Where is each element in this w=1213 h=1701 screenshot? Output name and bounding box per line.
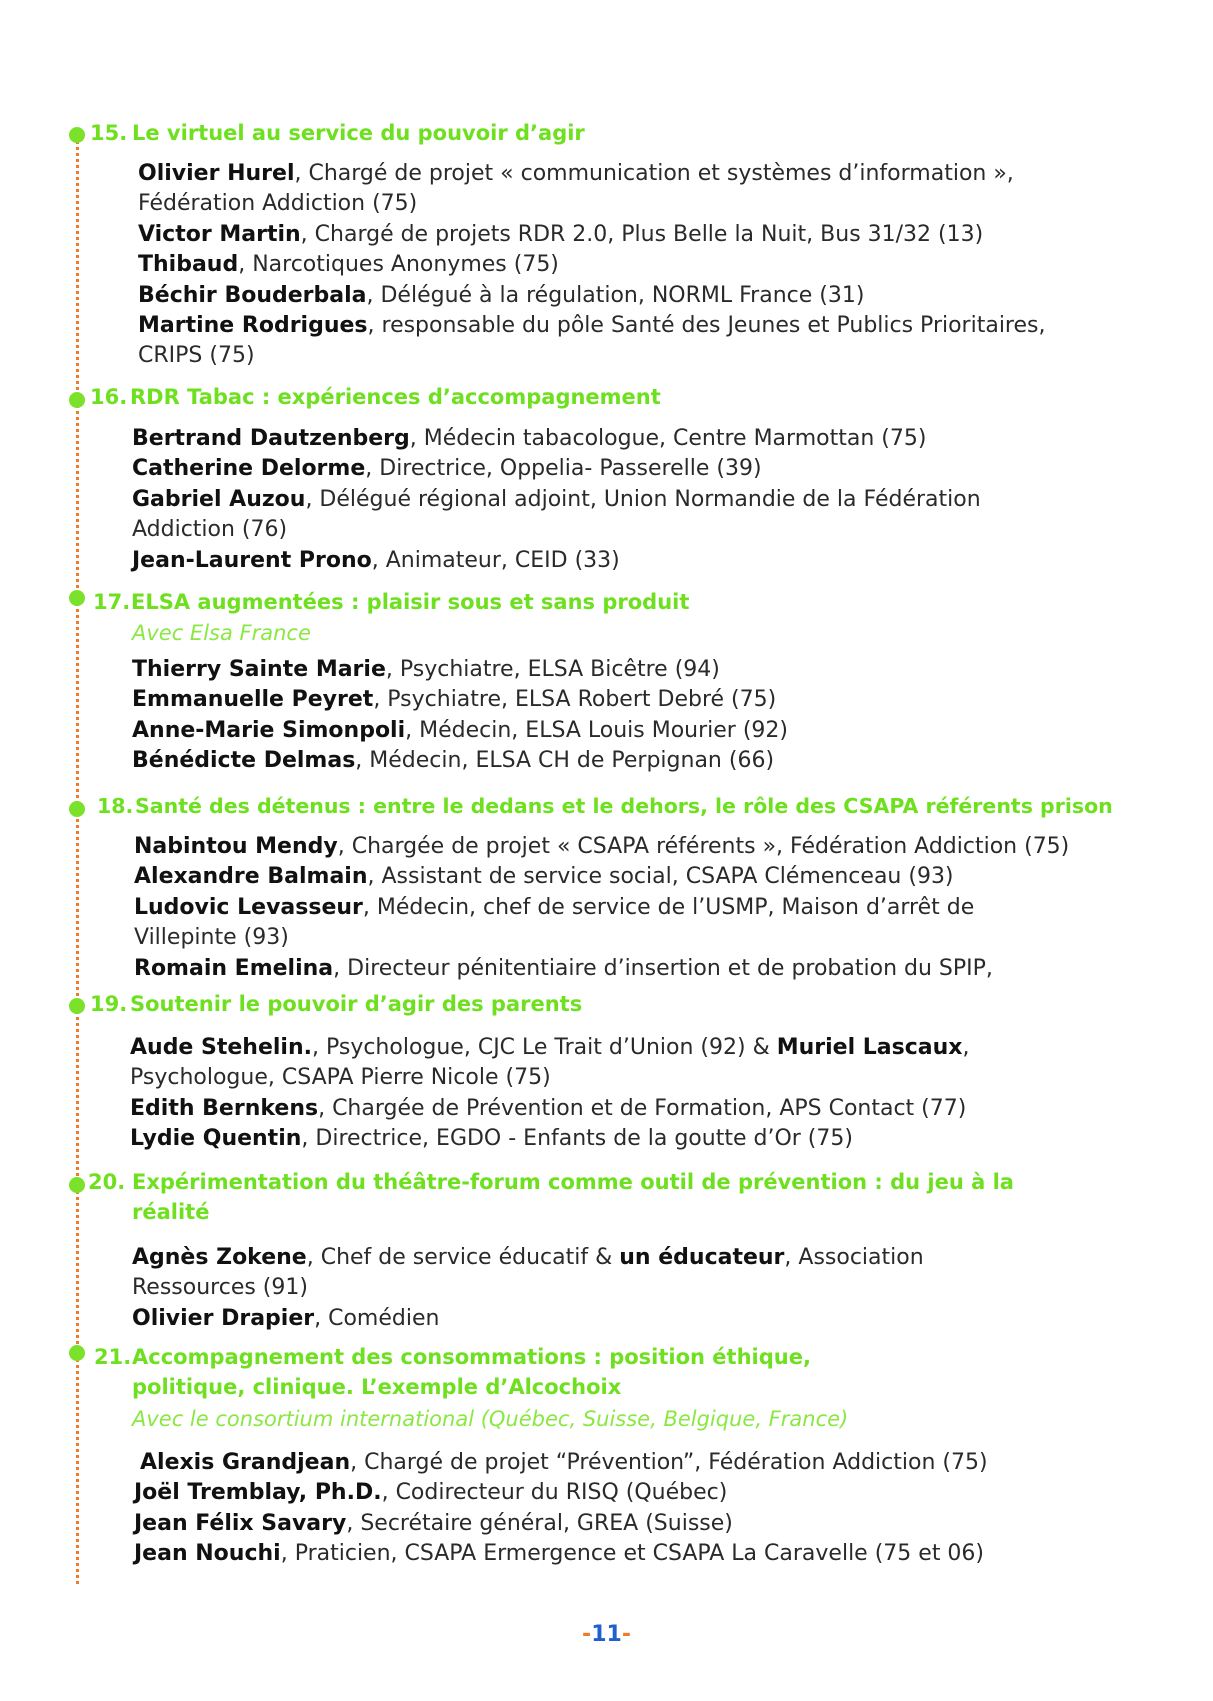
person-line: Jean-Laurent Prono, Animateur, CEID (33)	[132, 547, 620, 573]
person-line: Lydie Quentin, Directrice, EGDO - Enfants de la goutte d’Or (75)	[130, 1126, 853, 1152]
person-line: Anne-Marie Simonpoli, Médecin, ELSA Louis Mourier (92)	[132, 717, 788, 743]
person-line: Thierry Sainte Marie, Psychiatre, ELSA Bicêtre (94)	[132, 657, 720, 682]
bullet-dot	[69, 1177, 85, 1193]
section-number: 20.	[88, 1170, 126, 1194]
section-title-continuation: réalité	[132, 1200, 210, 1224]
people-list	[134, 832, 1069, 984]
person-line: Béchir Bouderbala, Délégué à la régulation, NORML France (31)	[138, 282, 865, 308]
section-number: 21.	[94, 1345, 132, 1369]
section-number: 16.	[90, 385, 128, 409]
section-title	[97, 791, 1173, 821]
people-list	[132, 655, 788, 777]
section-title-text: Le virtuel au service du pouvoir d’agir	[132, 121, 585, 145]
section-title	[90, 382, 1173, 412]
person-line: Catherine Delorme, Directrice, Oppelia- Passerelle (39)	[132, 456, 762, 482]
section-subtitle: Avec le consortium international (Québec, Suisse, Belgique, France)	[132, 1407, 849, 1431]
person-line: Agnès Zokene, Chef de service éducatif & un éducateur, Association	[132, 1245, 924, 1270]
person-line: Emmanuelle Peyret, Psychiatre, ELSA Robert Debré (75)	[132, 687, 777, 713]
bullet-dot	[69, 392, 85, 408]
section-title	[93, 587, 1173, 617]
section-number: 17.	[93, 590, 131, 614]
person-line: CRIPS (75)	[138, 343, 255, 369]
people-list	[132, 1243, 924, 1334]
person-line: Joël Tremblay, Ph.D., Codirecteur du RISQ (Québec)	[134, 1480, 728, 1506]
section-title-text: Soutenir le pouvoir d’agir des parents	[130, 992, 583, 1016]
section-title-text: Santé des détenus : entre le dedans et le dehors, le rôle des CSAPA référents prison	[135, 794, 1113, 818]
person-line: Bénédicte Delmas, Médecin, ELSA CH de Perpignan (66)	[132, 748, 775, 774]
person-line: Jean Félix Savary, Secrétaire général, GREA (Suisse)	[134, 1510, 733, 1536]
bullet-dot	[69, 998, 85, 1014]
people-list	[138, 159, 1046, 372]
section-title	[88, 1167, 1014, 1227]
section-title	[94, 1342, 811, 1402]
section-number: 15.	[90, 121, 128, 145]
section-title	[90, 118, 1173, 148]
people-list	[130, 1033, 969, 1155]
person-line: Psychologue, CSAPA Pierre Nicole (75)	[130, 1065, 551, 1091]
person-line: Addiction (76)	[132, 517, 288, 543]
person-line: Edith Bernkens, Chargée de Prévention et de Formation, APS Contact (77)	[130, 1095, 967, 1121]
section-title-text: Accompagnement des consommations : position éthique,	[132, 1345, 811, 1369]
person-line: Aude Stehelin., Psychologue, CJC Le Trait d’Union (92) & Muriel Lascaux,	[130, 1035, 970, 1060]
person-line: Villepinte (93)	[134, 925, 289, 951]
section-title-text: ELSA augmentées : plaisir sous et sans produit	[131, 590, 690, 614]
bullet-dot	[69, 127, 85, 143]
section-number: 19.	[90, 992, 128, 1016]
bullet-dot	[69, 590, 85, 606]
person-line: Martine Rodrigues, responsable du pôle Santé des Jeunes et Publics Prioritaires,	[138, 313, 1046, 339]
person-line: Ressources (91)	[132, 1275, 308, 1301]
person-line: Gabriel Auzou, Délégué régional adjoint, Union Normandie de la Fédération	[132, 486, 981, 512]
person-line: Thibaud, Narcotiques Anonymes (75)	[138, 252, 559, 278]
page-number-value: 11	[591, 1622, 622, 1647]
person-line: Fédération Addiction (75)	[138, 191, 418, 217]
section-title-text: RDR Tabac : expériences d’accompagnement	[130, 385, 661, 409]
section-subtitle: Avec Elsa France	[132, 621, 311, 645]
page-number: -11-	[582, 1622, 631, 1647]
person-line: Victor Martin, Chargé de projets RDR 2.0, Plus Belle la Nuit, Bus 31/32 (13)	[138, 221, 984, 247]
section-title	[90, 989, 1173, 1019]
person-line: Olivier Hurel, Chargé de projet « communication et systèmes d’information »,	[138, 161, 1014, 186]
person-line: Ludovic Levasseur, Médecin, chef de service de l’USMP, Maison d’arrêt de	[134, 894, 975, 920]
section-title-text: Expérimentation du théâtre-forum comme outil de prévention : du jeu à la	[132, 1170, 1014, 1194]
person-line: Jean Nouchi, Praticien, CSAPA Ermergence et CSAPA La Caravelle (75 et 06)	[134, 1541, 985, 1567]
person-line: Alexis Grandjean, Chargé de projet “Prévention”, Fédération Addiction (75)	[140, 1450, 988, 1475]
person-line: Romain Emelina, Directeur pénitentiaire d’insertion et de probation du SPIP,	[134, 955, 993, 981]
person-line: Olivier Drapier, Comédien	[132, 1305, 440, 1331]
person-line: Bertrand Dautzenberg, Médecin tabacologue, Centre Marmottan (75)	[132, 426, 927, 451]
people-list	[134, 1448, 988, 1570]
person-line: Alexandre Balmain, Assistant de service social, CSAPA Clémenceau (93)	[134, 864, 954, 890]
section-number: 18.	[97, 794, 134, 818]
section-title-continuation: politique, clinique. L’exemple d’Alcochoix	[132, 1375, 622, 1399]
bullet-dot	[69, 1345, 85, 1361]
timeline-dotted-line	[76, 136, 79, 1584]
people-list	[132, 424, 981, 576]
person-line: Nabintou Mendy, Chargée de projet « CSAPA référents », Fédération Addiction (75)	[134, 834, 1070, 859]
bullet-dot	[69, 801, 85, 817]
